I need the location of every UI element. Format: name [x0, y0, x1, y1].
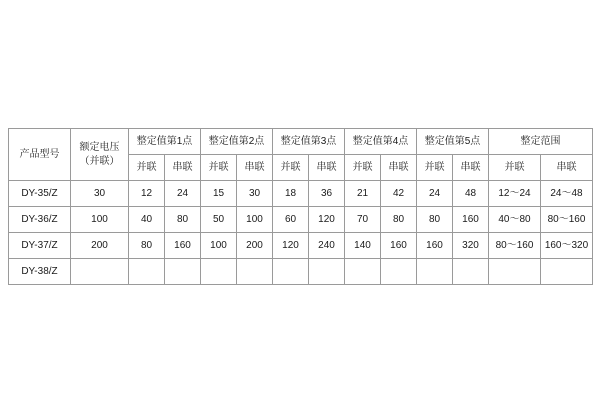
subheader-series-5: 串联	[453, 155, 489, 181]
cell-value	[345, 259, 381, 285]
subheader-parallel-2: 并联	[201, 155, 237, 181]
cell-value: 100	[201, 233, 237, 259]
cell-value	[417, 259, 453, 285]
cell-value	[165, 259, 201, 285]
cell-value: 48	[453, 181, 489, 207]
cell-value: 50	[201, 207, 237, 233]
cell-value: 24	[417, 181, 453, 207]
table-row	[9, 207, 593, 233]
cell-value: 40	[129, 207, 165, 233]
cell-voltage: 30	[71, 181, 129, 207]
subheader-series-1: 串联	[165, 155, 201, 181]
cell-value	[201, 259, 237, 285]
subheader-parallel-4: 并联	[345, 155, 381, 181]
cell-value	[273, 259, 309, 285]
cell-value: 80	[129, 233, 165, 259]
cell-model: DY-37/Z	[9, 233, 71, 259]
cell-value: 240	[309, 233, 345, 259]
subheader-parallel-1: 并联	[129, 155, 165, 181]
cell-value: 70	[345, 207, 381, 233]
cell-value: 60	[273, 207, 309, 233]
cell-value: 160	[453, 207, 489, 233]
column-header-model: 产品型号	[9, 129, 71, 181]
column-header-setpoint-3: 整定值第3点	[273, 129, 345, 155]
cell-model: DY-36/Z	[9, 207, 71, 233]
column-header-voltage-line1: 额定电压	[79, 142, 120, 153]
column-header-setpoint-2: 整定值第2点	[201, 129, 273, 155]
table-header	[9, 129, 593, 181]
cell-value: 30	[237, 181, 273, 207]
cell-value: 36	[309, 181, 345, 207]
column-header-setting-range: 整定范围	[489, 129, 593, 155]
subheader-parallel-range: 并联	[489, 155, 541, 181]
table-row	[9, 259, 593, 285]
table-body	[9, 181, 593, 285]
cell-range-parallel: 80～160	[489, 233, 541, 259]
column-header-voltage-line2: （并联）	[79, 155, 120, 167]
cell-range-series: 160～320	[541, 233, 593, 259]
subheader-series-range: 串联	[541, 155, 593, 181]
column-header-setpoint-4: 整定值第4点	[345, 129, 417, 155]
cell-model: DY-35/Z	[9, 181, 71, 207]
subheader-parallel-3: 并联	[273, 155, 309, 181]
column-header-setpoint-5: 整定值第5点	[417, 129, 489, 155]
cell-value: 24	[165, 181, 201, 207]
cell-value: 21	[345, 181, 381, 207]
subheader-parallel-5: 并联	[417, 155, 453, 181]
cell-value	[453, 259, 489, 285]
cell-value: 80	[165, 207, 201, 233]
table-row	[9, 233, 593, 259]
cell-value: 15	[201, 181, 237, 207]
cell-value: 18	[273, 181, 309, 207]
cell-voltage: 100	[71, 207, 129, 233]
cell-range-parallel	[489, 259, 541, 285]
table-header-row-groups	[9, 129, 593, 155]
cell-range-parallel: 12～24	[489, 181, 541, 207]
cell-value	[381, 259, 417, 285]
cell-range-series: 80～160	[541, 207, 593, 233]
cell-range-parallel: 40～80	[489, 207, 541, 233]
cell-value: 12	[129, 181, 165, 207]
cell-value: 80	[417, 207, 453, 233]
cell-value: 160	[165, 233, 201, 259]
cell-value: 42	[381, 181, 417, 207]
cell-range-series: 24～48	[541, 181, 593, 207]
cell-voltage	[71, 259, 129, 285]
cell-value: 120	[309, 207, 345, 233]
cell-range-series	[541, 259, 593, 285]
cell-value: 160	[417, 233, 453, 259]
cell-model: DY-38/Z	[9, 259, 71, 285]
cell-value: 140	[345, 233, 381, 259]
subheader-series-4: 串联	[381, 155, 417, 181]
column-header-voltage	[71, 129, 129, 181]
cell-value	[237, 259, 273, 285]
cell-voltage: 200	[71, 233, 129, 259]
cell-value: 320	[453, 233, 489, 259]
cell-value: 120	[273, 233, 309, 259]
specification-table	[8, 128, 593, 285]
cell-value: 80	[381, 207, 417, 233]
subheader-series-3: 串联	[309, 155, 345, 181]
table-row	[9, 181, 593, 207]
subheader-series-2: 串联	[237, 155, 273, 181]
cell-value: 200	[237, 233, 273, 259]
cell-value	[129, 259, 165, 285]
cell-value	[309, 259, 345, 285]
column-header-setpoint-1: 整定值第1点	[129, 129, 201, 155]
cell-value: 160	[381, 233, 417, 259]
cell-value: 100	[237, 207, 273, 233]
